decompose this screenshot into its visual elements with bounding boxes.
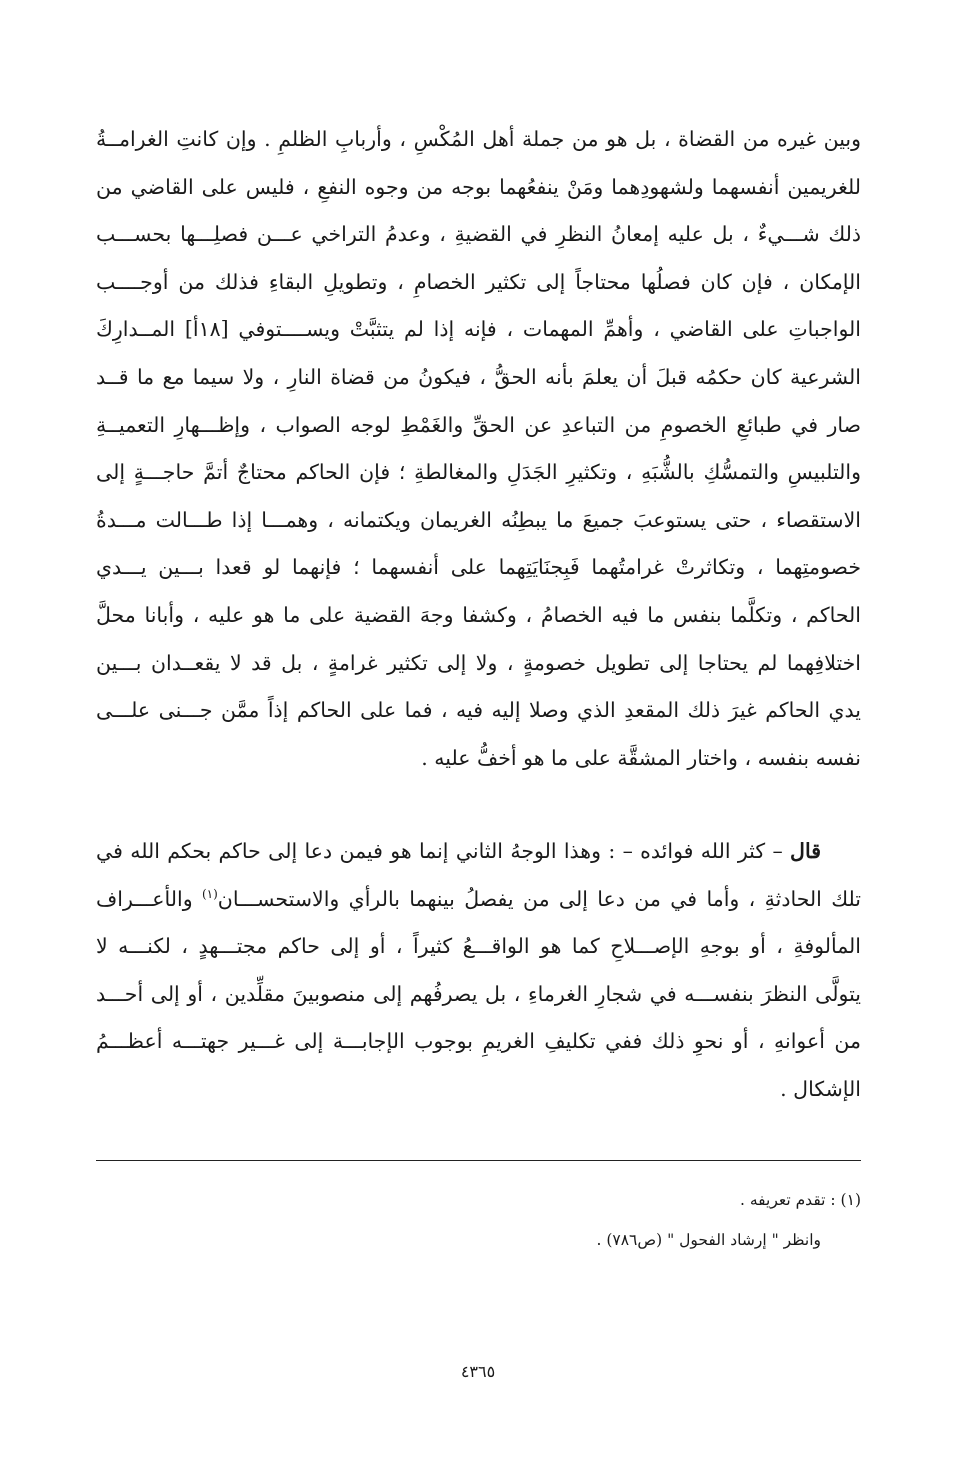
second-paragraph bbox=[96, 828, 861, 1114]
text-line: اختلافِهما لم يحتاجا إلى تطويل خصومةٍ ، ولا إلى تكثير غرامةٍ ، بل قد لا يقعــدان بـــين bbox=[96, 650, 861, 675]
text-line: الحاكم ، وتكلَّما بنفس ما فيه الخصامُ ، وكشفا وجهَ القضية على ما هو عليه ، وأبانا محلَّ bbox=[96, 602, 861, 627]
text-line: صار في طبائعِ الخصومِ من التباعدِ عن الحقِّ والغَمْطِ لوجه الصواب ، وإظـــهارِ التعميــةِ bbox=[96, 412, 861, 437]
footnote-1-continuation: وانظر " إرشاد الفحول " (ص٧٨٦) . bbox=[596, 1231, 821, 1249]
text-line: الاستقصاء ، حتى يستوعبَ جميعَ ما يبطِنُه الغريمان ويكتمانه ، وهمـــا إذا طـــالت مـــدةُ bbox=[96, 507, 861, 532]
text-span: – كثر الله فوائده – : وهذا الوجهُ الثاني إنما هو فيمن دعا إلى حاكم بحكم الله في bbox=[96, 839, 791, 863]
text-line: الواجباتِ على القاضي ، وأهمِّ المهمات ، فإنه إذا لم يتثبَّتْ ويســــتوفي [١٨أ] المــدارِكَ bbox=[96, 317, 861, 342]
text-line: ذلك شـــيءٌ ، بل عليه إمعانُ النظرِ في القضيةِ ، وعدمُ التراخي عـــن فصلِـــها بحســـب bbox=[96, 222, 861, 247]
page-number: ٤٣٦٥ bbox=[460, 1362, 496, 1381]
text-line: الإشكال . bbox=[780, 1076, 861, 1101]
footnote-divider bbox=[96, 1160, 861, 1161]
text-line: الإمكان ، فإن كان فصلُها محتاجاً إلى تكثير الخصامِ ، وتطويلِ البقاءِ فذلك من أوجــــب bbox=[96, 269, 861, 294]
text-line bbox=[96, 828, 861, 876]
text-line: يدي الحاكم غيرَ ذلك المقعدِ الذي وصلا إليه فيه ، فما على الحاكم إذاً ممَّن جـــنى علـــى bbox=[96, 698, 861, 723]
footnote-marker[interactable]: (١) bbox=[201, 886, 218, 901]
text-line: الشرعية كان حكمُه قبلَ أن يعلمَ بأنه الحقُّ ، فيكونُ من قضاة النارِ ، ولا سيما مع ما قــد bbox=[96, 364, 861, 389]
text-span: والأعـــراف bbox=[96, 886, 202, 911]
text-line: من أعوانهِ ، أو نحوِ ذلك ففي تكليفِ الغريمِ بوجوب الإجابـــة إلى غـــير جهتـــه أعظـــمُ bbox=[96, 1029, 861, 1054]
text-line: للغريمين أنفسهما ولشهودِهما ومَنْ ينفعُهما بوجه من وجوه النفعِ ، فليس على القاضي من bbox=[96, 174, 861, 199]
text-line: نفسه بنفسه ، واختار المشقَّة على ما هو أخفُّ عليه . bbox=[421, 745, 861, 770]
main-paragraph bbox=[96, 116, 861, 782]
text-span: تلك الحادثةِ ، وأما في من دعا إلى من يفصلُ بينهما بالرأي والاستحســـان bbox=[217, 886, 861, 911]
footnotes bbox=[96, 1180, 861, 1260]
text-line: والتلبيسِ والتمسُّكِ بالشُّبَهِ ، وتكثيرِ الجَدَلِ والمغالطةِ ؛ فإن الحاكم محتاجٌ أتمَّ حاجـــةٍ إلى bbox=[96, 460, 861, 485]
text-line: خصومتِهما ، وتكاثرتْ غرامتُهما فَبِجنَايَتِهما على أنفسهما ؛ فإنهما لو قعدا بـــين يـــدي bbox=[96, 555, 861, 580]
speaker-label: قال bbox=[790, 839, 821, 863]
text-line: المألوفةِ ، أو بوجهِ الإصـــلاحِ كما هو الواقـــعُ كثيراً ، أو إلى حاكم مجتـــهدٍ ، لكنـــه لا bbox=[96, 934, 861, 959]
text-line bbox=[96, 876, 861, 924]
text-line: وبين غيره من القضاة ، بل هو من جملة أهل المُكْسِ ، وأربابِ الظلمِ . وإن كانتِ الغرامــةُ bbox=[96, 127, 861, 151]
text-line: يتولَّى النظرَ بنفســـه في شجارِ الغرماءِ ، بل يصرفُهم إلى منصوبينَ مقلِّدين ، أو إلى أحـــد bbox=[96, 981, 861, 1006]
footnote-1: (١) : تقدم تعريفه . bbox=[740, 1191, 861, 1209]
